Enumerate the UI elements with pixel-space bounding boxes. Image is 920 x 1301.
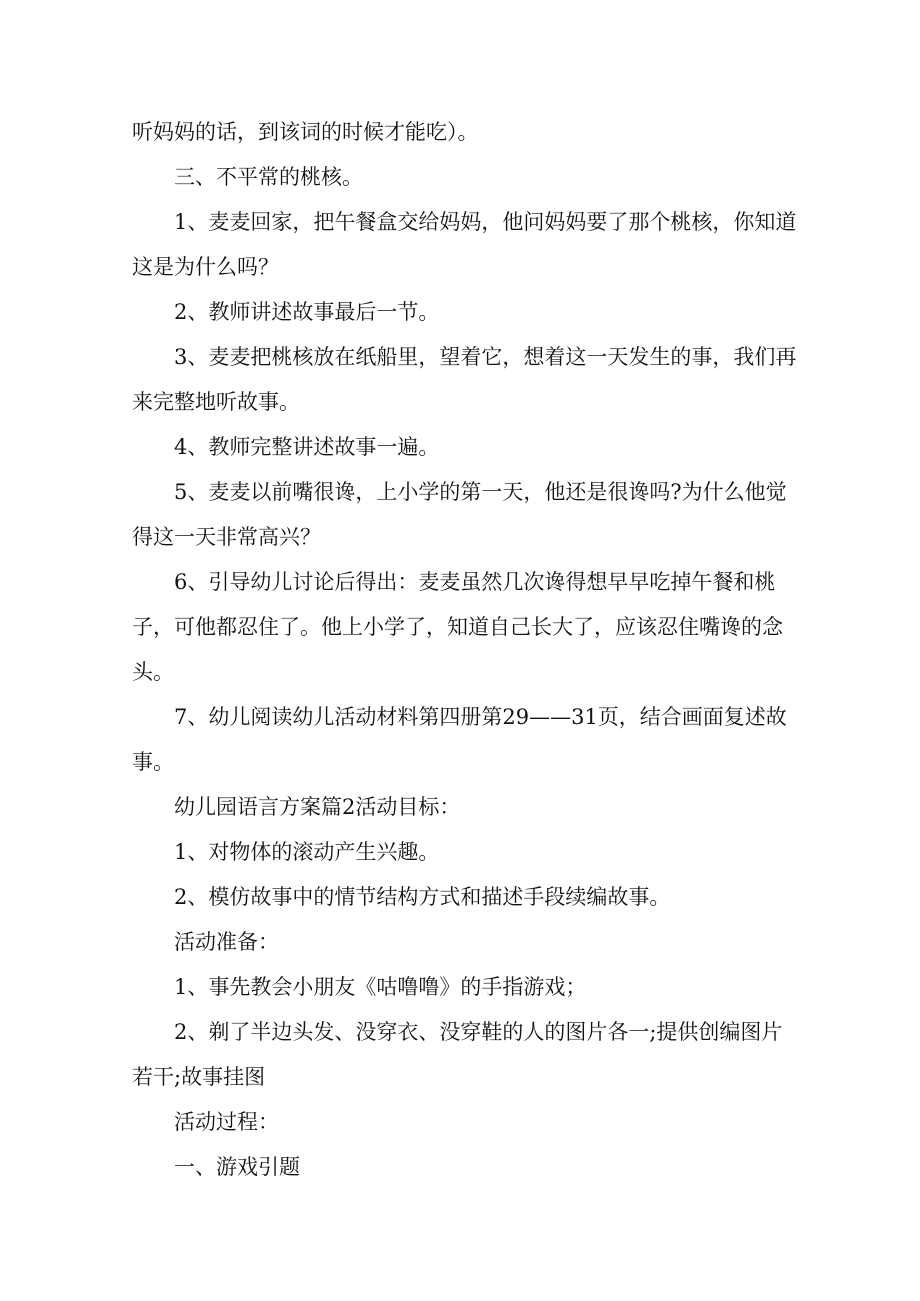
document-body — [132, 110, 797, 1190]
paragraph-step-7: 7、幼儿阅读幼儿活动材料第四册第29——31页，结合画面复述故事。 — [132, 705, 787, 774]
process-step-1: 一、游戏引题 — [174, 1155, 300, 1179]
paragraph-step-2: 2、教师讲述故事最后一节。 — [174, 300, 440, 324]
preparation-item-1: 1、事先教会小朋友《咕噜噜》的手指游戏； — [174, 975, 587, 999]
goal-item-1: 1、对物体的滚动产生兴趣。 — [174, 840, 440, 864]
section-heading-preparation: 活动准备： — [174, 930, 279, 954]
paragraph-step-1: 1、麦麦回家，把午餐盒交给妈妈，他问妈妈要了那个桃核，你知道这是为什么吗？ — [132, 210, 797, 279]
preparation-item-2: 2、剃了半边头发、没穿衣、没穿鞋的人的图片各一;提供创编图片若干;故事挂图 — [132, 1020, 783, 1089]
paragraph-continuation: 听妈妈的话，到该词的时候才能吃）。 — [132, 120, 479, 144]
section-heading-process: 活动过程： — [174, 1110, 279, 1134]
section-title-plan-2: 幼儿园语言方案篇2活动目标： — [174, 795, 461, 819]
paragraph-step-6: 6、引导幼儿讨论后得出：麦麦虽然几次谗得想早早吃掉午餐和桃子，可他都忍住了。他上小学了，知道自己长大了，应该忍住嘴谗的念头。 — [132, 570, 783, 684]
paragraph-step-3: 3、麦麦把桃核放在纸船里，望着它，想着这一天发生的事，我们再来完整地听故事。 — [132, 345, 797, 414]
goal-item-2: 2、模仿故事中的情节结构方式和描述手段续编故事。 — [174, 885, 671, 909]
paragraph-step-4: 4、教师完整讲述故事一遍。 — [174, 435, 440, 459]
paragraph-step-5: 5、麦麦以前嘴很谗，上小学的第一天，他还是很谗吗?为什么他觉得这一天非常高兴？ — [132, 480, 787, 549]
section-heading-3: 三、不平常的桃核。 — [174, 165, 363, 189]
